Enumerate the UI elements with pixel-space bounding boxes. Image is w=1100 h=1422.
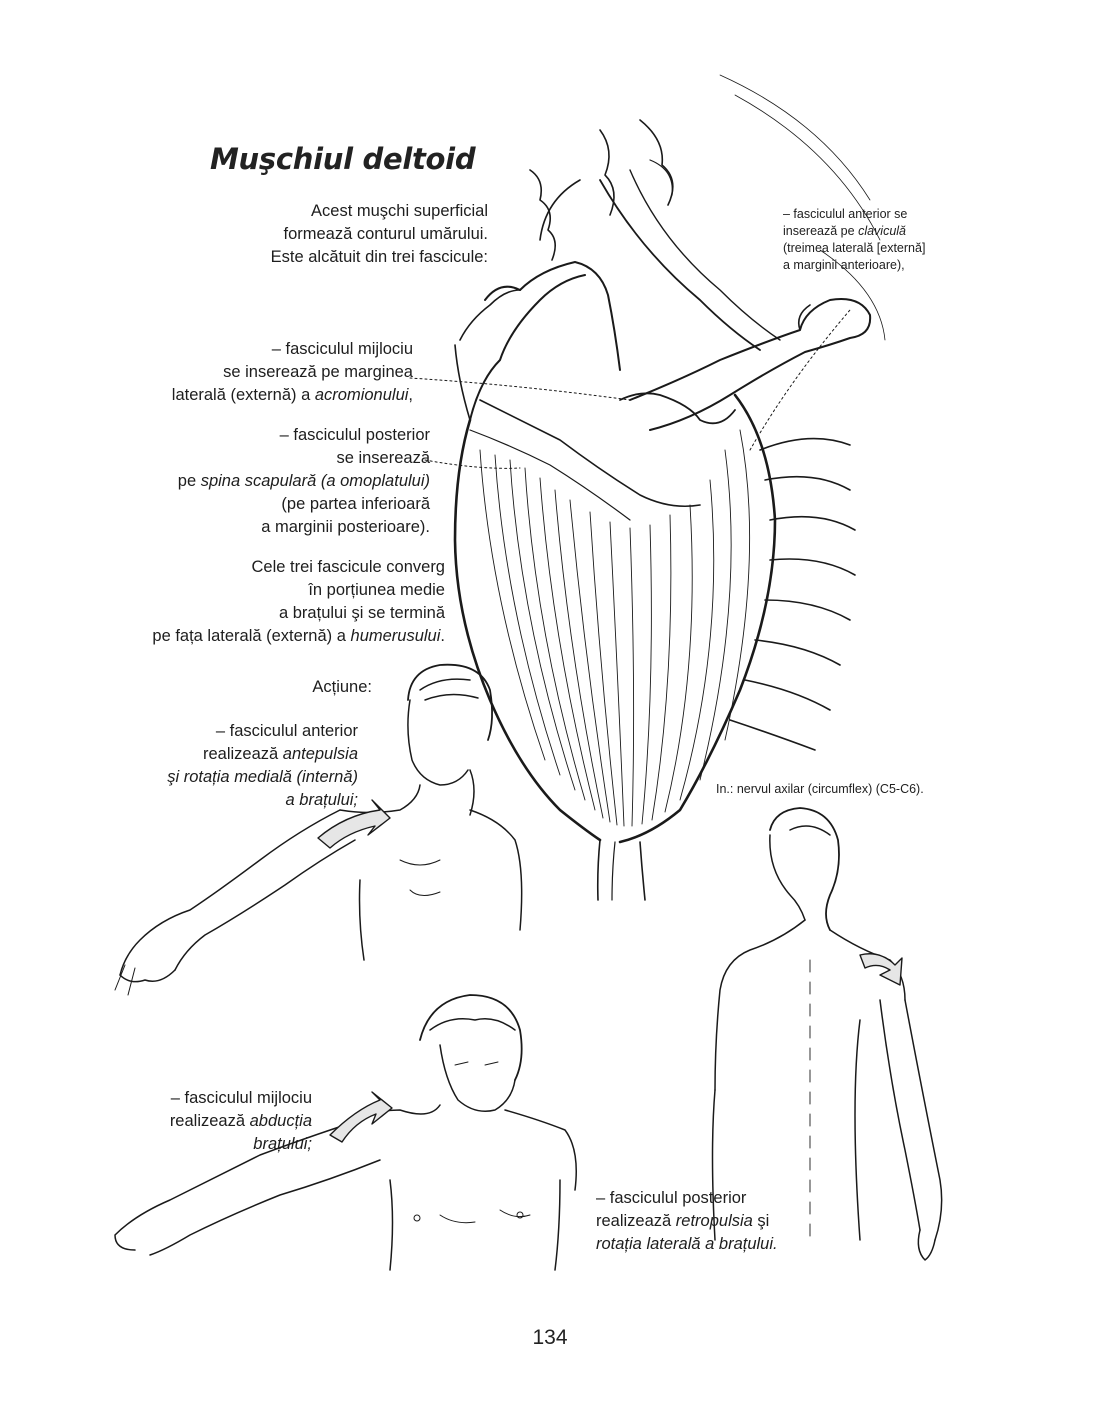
action-heading: Acțiune: — [312, 678, 372, 696]
posterior-insertion-line: a marginii posterioare). — [261, 518, 430, 536]
humerus-term: humerusului — [350, 627, 441, 645]
middle-insertion-line: se inserează pe marginea — [223, 363, 413, 381]
intro-line: Acest muşchi superficial — [311, 202, 488, 220]
middle-insertion-punct: , — [408, 386, 413, 404]
convergence-line: pe fața laterală (externă) a — [152, 627, 351, 645]
action-posterior-line: rotația laterală a brațului. — [596, 1235, 778, 1253]
action-middle-line: brațului; — [253, 1135, 312, 1153]
posterior-insertion-line: se inserează — [336, 449, 430, 467]
scapular-spine-term: spina scapulară (a omoplatului) — [200, 472, 430, 490]
convergence-punct: . — [440, 627, 445, 645]
convergence-line: în porțiunea medie — [308, 581, 445, 599]
anterior-insertion-line: – fasciculul anterior se — [783, 207, 908, 221]
anterior-insertion-line: (treimea laterală [externă] — [783, 241, 926, 255]
acromion-term: acromionului — [314, 386, 409, 404]
convergence-text — [152, 556, 445, 648]
intro-line: Este alcătuit din trei fascicule: — [270, 248, 488, 266]
action-posterior-line: – fasciculul posterior — [596, 1189, 747, 1207]
anterior-insertion-line: inserează pe — [783, 224, 859, 238]
clavicle-term: claviculă — [858, 224, 906, 238]
action-anterior-line: a brațului; — [285, 791, 358, 809]
anterior-insertion-line: a marginii anterioare), — [783, 258, 905, 272]
middle-insertion-text — [172, 338, 413, 407]
action-posterior-line: şi — [752, 1212, 770, 1230]
intro-line: formează conturul umărului. — [283, 225, 488, 243]
intro-text — [271, 200, 488, 269]
action-middle-line: – fasciculul mijlociu — [170, 1089, 312, 1107]
anterior-insertion-note — [783, 206, 925, 274]
convergence-line: a brațului şi se termină — [279, 604, 445, 622]
abduction-term: abducția — [249, 1112, 312, 1130]
action-posterior-line: realizează — [596, 1212, 676, 1230]
middle-insertion-line: – fasciculul mijlociu — [271, 340, 413, 358]
posterior-insertion-line: – fasciculul posterior — [279, 426, 430, 444]
action-anterior-line: – fasciculul anterior — [215, 722, 358, 740]
posterior-insertion-line: pe — [177, 472, 201, 490]
page-title: Muşchiul deltoid — [210, 142, 476, 176]
deltoid-anatomy-drawing — [410, 75, 885, 900]
action-posterior-text — [596, 1187, 778, 1256]
antepulsion-term: antepulsia — [282, 745, 358, 763]
middle-insertion-line: laterală (externă) a — [171, 386, 315, 404]
posterior-insertion-text — [178, 424, 430, 539]
retropulsion-term: retropulsia — [675, 1212, 753, 1230]
figure-anterior-action — [115, 665, 522, 995]
page-number: 134 — [532, 1326, 568, 1349]
action-anterior-line: realizează — [202, 745, 283, 763]
action-anterior-line: şi rotația medială (internă) — [167, 768, 358, 786]
action-middle-line: realizează — [169, 1112, 250, 1130]
posterior-insertion-line: (pe partea inferioară — [281, 495, 430, 513]
innervation-note: In.: nervul axilar (circumflex) (C5-C6). — [716, 782, 924, 796]
action-middle-text — [170, 1087, 312, 1156]
convergence-line: Cele trei fascicule converg — [251, 558, 445, 576]
action-anterior-text — [167, 720, 358, 812]
